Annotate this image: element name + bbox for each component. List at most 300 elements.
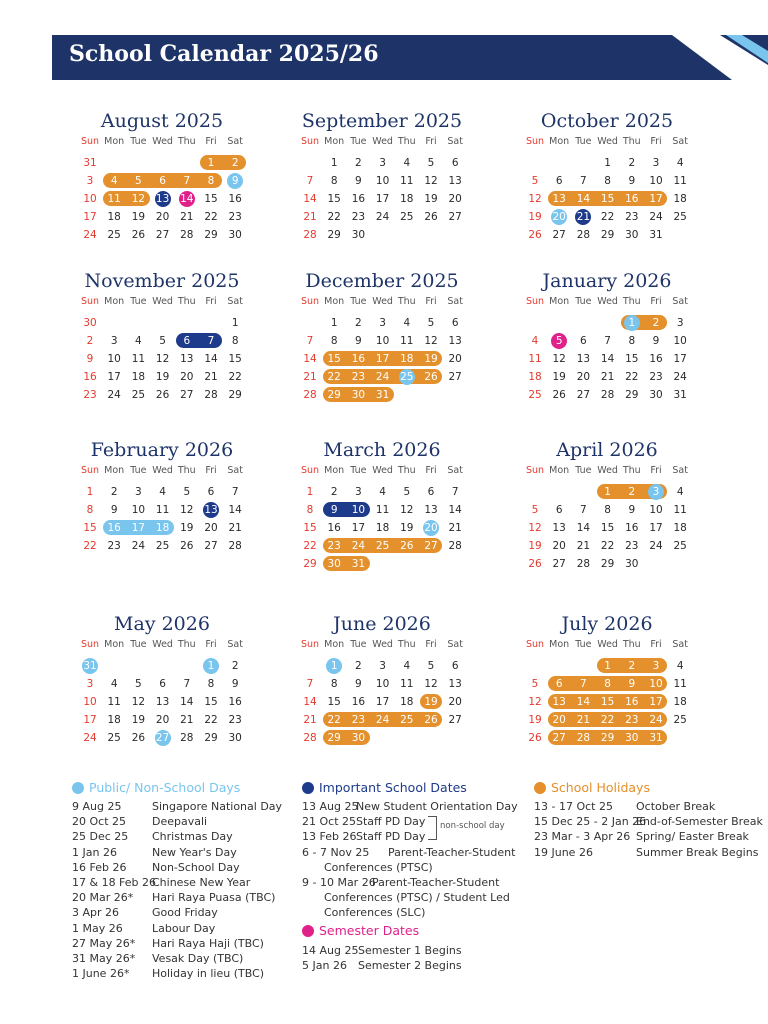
weekday-label: Sat — [447, 136, 463, 147]
day-number: 21 — [448, 522, 462, 534]
day-number: 5 — [531, 504, 539, 516]
legend-public-days — [72, 779, 292, 981]
day-number: 21 — [303, 714, 317, 726]
day-number: 8 — [628, 335, 636, 347]
day-number: 21 — [576, 714, 591, 726]
header-stripe-decoration — [672, 35, 768, 80]
day-number: 14 — [303, 696, 317, 708]
day-number: 20 — [552, 540, 566, 552]
day-number: 4 — [531, 335, 539, 347]
weekday-label: Wed — [372, 296, 393, 307]
day-number: 24 — [131, 540, 146, 552]
day-number: 8 — [86, 504, 94, 516]
weekday-label: Sun — [525, 465, 545, 476]
day-number: 15 — [327, 696, 341, 708]
day-number: 26 — [528, 732, 542, 744]
day-number: 21 — [180, 714, 194, 726]
day-number: 17 — [649, 696, 663, 708]
day-number: 17 — [107, 371, 121, 383]
day-number: 10 — [83, 696, 97, 708]
public-day-text: Non-School Day — [152, 860, 240, 874]
weekday-label: Tue — [575, 465, 592, 476]
day-number: 25 — [107, 229, 121, 241]
day-number: 21 — [576, 211, 591, 223]
day-number: 11 — [400, 678, 414, 690]
week-row — [298, 368, 466, 386]
important-date-text: Parent-Teacher-Student — [388, 845, 516, 859]
day-number: 18 — [400, 353, 414, 365]
day-number: 4 — [403, 317, 411, 329]
weekday-label: Sun — [80, 639, 100, 650]
day-number: 28 — [576, 229, 591, 241]
weekday-label: Mon — [549, 296, 570, 307]
weekday-label: Mon — [324, 639, 345, 650]
day-number: 18 — [400, 193, 414, 205]
important-date-date: 13 Feb 26 — [302, 830, 357, 844]
legend-important-title — [302, 779, 532, 797]
week-row — [523, 675, 691, 693]
weekday-label: Sat — [227, 136, 243, 147]
month-name: February 2026 — [90, 439, 234, 461]
weekday-label: Wed — [152, 465, 173, 476]
weekday-label: Sun — [300, 639, 320, 650]
day-number: 18 — [107, 211, 121, 223]
weekday-label: Fri — [650, 296, 662, 307]
weekday-label: Wed — [372, 639, 393, 650]
weekday-header — [523, 637, 691, 653]
week-row — [523, 386, 691, 404]
month-name: August 2025 — [100, 110, 224, 132]
day-number: 13 — [576, 353, 591, 365]
weekday-label: Sun — [525, 639, 545, 650]
weekday-label: Sat — [227, 465, 243, 476]
day-number: 12 — [424, 335, 438, 347]
week-row — [298, 154, 466, 172]
weekday-label: Tue — [130, 136, 147, 147]
day-number: 11 — [107, 193, 121, 205]
weekday-header — [523, 463, 691, 479]
day-number: 7 — [207, 335, 215, 347]
day-number: 14 — [600, 353, 615, 365]
weekday-label: Sat — [447, 296, 463, 307]
public-day-date: 1 Jan 26 — [72, 845, 117, 859]
day-number: 21 — [180, 211, 194, 223]
month-calendar — [523, 611, 691, 747]
day-number: 2 — [355, 317, 362, 329]
weekday-label: Fri — [205, 465, 217, 476]
public-day-date: 3 Apr 26 — [72, 906, 120, 920]
month-calendar — [523, 437, 691, 573]
public-day-text: Deepavali — [152, 815, 208, 829]
week-row — [78, 675, 246, 693]
weekday-header — [523, 294, 691, 310]
day-number: 28 — [303, 389, 317, 401]
day-number: 28 — [303, 732, 317, 744]
public-day-text: Christmas Day — [152, 830, 233, 844]
day-number: 2 — [355, 660, 362, 672]
holiday-row — [534, 814, 764, 829]
day-number: 26 — [528, 558, 542, 570]
day-number: 15 — [327, 353, 341, 365]
weekday-header — [298, 134, 466, 150]
day-number: 9 — [652, 335, 660, 347]
day-number: 21 — [576, 540, 591, 552]
public-day-row — [72, 845, 292, 860]
day-number: 29 — [327, 389, 341, 401]
weekday-header — [78, 463, 246, 479]
day-number: 20 — [552, 714, 566, 726]
holiday-text: October Break — [636, 800, 716, 813]
month-name: March 2026 — [323, 439, 441, 461]
day-number: 24 — [375, 371, 390, 383]
day-number: 19 — [528, 211, 542, 223]
day-number: 1 — [604, 486, 611, 498]
weekday-label: Thu — [622, 465, 641, 476]
public-day-text: Singapore National Day — [152, 800, 283, 813]
day-number: 21 — [303, 211, 317, 223]
day-number: 30 — [83, 317, 97, 329]
month-calendar — [298, 268, 466, 404]
day-number: 30 — [228, 732, 242, 744]
day-number: 8 — [604, 504, 611, 516]
day-number: 20 — [155, 211, 170, 223]
week-row — [523, 693, 691, 711]
day-number: 28 — [180, 732, 194, 744]
public-day-row — [72, 905, 292, 920]
day-number: 4 — [159, 486, 166, 498]
day-number: 24 — [649, 211, 663, 223]
day-number: 7 — [306, 175, 314, 187]
weekday-label: Thu — [397, 465, 416, 476]
legend-public-title — [72, 779, 292, 797]
weekday-label: Fri — [425, 296, 437, 307]
day-number: 18 — [155, 522, 170, 534]
day-number: 31 — [649, 229, 663, 241]
day-number: 7 — [604, 335, 611, 347]
day-number: 22 — [625, 371, 639, 383]
weekday-label: Thu — [397, 296, 416, 307]
day-number: 10 — [375, 678, 390, 690]
weekday-label: Thu — [622, 136, 641, 147]
week-row — [298, 172, 466, 190]
day-number: 30 — [649, 389, 663, 401]
day-number: 3 — [135, 486, 142, 498]
holiday-date: 15 Dec 25 - 2 Jan 26 — [534, 815, 647, 829]
day-number: 3 — [652, 660, 660, 672]
day-number: 16 — [625, 522, 639, 534]
week-row — [298, 519, 466, 537]
day-number: 3 — [379, 157, 386, 169]
day-number: 16 — [351, 353, 366, 365]
day-number: 3 — [652, 157, 660, 169]
week-row — [523, 208, 691, 226]
day-number: 26 — [424, 714, 438, 726]
day-number: 16 — [107, 522, 121, 534]
day-number: 23 — [83, 389, 97, 401]
holiday-date: 19 June 26 — [534, 845, 593, 859]
day-number: 22 — [327, 371, 341, 383]
day-number: 6 — [183, 335, 191, 347]
weekday-label: Wed — [597, 465, 618, 476]
day-number: 3 — [379, 317, 386, 329]
day-number: 13 — [155, 696, 170, 708]
day-number: 7 — [580, 504, 587, 516]
day-number: 14 — [576, 193, 591, 205]
weekday-label: Sun — [525, 296, 545, 307]
non-school-day-note: non-school day — [440, 821, 505, 831]
important-date-date: 21 Oct 25 — [302, 815, 357, 829]
weekday-label: Sun — [525, 136, 545, 147]
important-date-date: 13 Aug 25 — [302, 800, 359, 813]
week-row — [78, 208, 246, 226]
public-day-row — [72, 936, 292, 951]
week-row — [523, 154, 691, 172]
day-number: 14 — [448, 504, 462, 516]
day-number: 2 — [231, 660, 239, 672]
day-number: 11 — [673, 175, 687, 187]
day-number: 24 — [673, 371, 687, 383]
day-number: 27 — [552, 558, 566, 570]
weekday-label: Thu — [397, 639, 416, 650]
day-number: 18 — [131, 371, 146, 383]
legend-important-dates — [302, 779, 532, 921]
day-number: 13 — [180, 353, 194, 365]
day-number: 14 — [303, 193, 317, 205]
day-number: 22 — [600, 211, 615, 223]
day-number: 27 — [448, 211, 462, 223]
weekday-label: Fri — [650, 136, 662, 147]
weekday-label: Thu — [177, 465, 196, 476]
month-name: December 2025 — [305, 270, 459, 292]
holiday-text: Summer Break Begins — [636, 845, 759, 859]
weekday-label: Mon — [104, 639, 125, 650]
legend-semester-title — [302, 922, 532, 940]
day-number: 29 — [327, 229, 341, 241]
day-number: 30 — [625, 732, 639, 744]
day-number: 23 — [351, 714, 366, 726]
public-day-date: 27 May 26* — [72, 936, 136, 950]
day-number: 9 — [355, 678, 362, 690]
public-day-row — [72, 875, 292, 890]
day-number: 19 — [552, 371, 566, 383]
public-day-row — [72, 829, 292, 844]
holiday-row — [534, 829, 764, 844]
public-day-date: 20 Oct 25 — [72, 815, 127, 829]
day-number: 11 — [400, 175, 414, 187]
weekday-label: Thu — [622, 639, 641, 650]
important-date-text: Conferences (PTSC) / Student Led — [324, 891, 510, 905]
day-number: 8 — [604, 678, 611, 690]
day-number: 31 — [351, 558, 366, 570]
day-number: 28 — [228, 540, 242, 552]
semester-date-text: Semester 2 Begins — [358, 959, 462, 973]
day-number: 4 — [676, 486, 684, 498]
weekday-label: Fri — [650, 465, 662, 476]
day-number: 26 — [131, 732, 146, 744]
day-number: 2 — [652, 317, 660, 329]
weekday-label: Wed — [597, 296, 618, 307]
day-number: 25 — [400, 714, 414, 726]
week-row — [78, 537, 246, 555]
day-number: 25 — [528, 389, 542, 401]
day-number: 6 — [555, 678, 563, 690]
day-number: 1 — [330, 660, 338, 672]
day-number: 31 — [83, 660, 97, 672]
day-number: 27 — [424, 540, 438, 552]
week-row — [523, 483, 691, 501]
weekday-label: Thu — [622, 296, 641, 307]
day-number: 17 — [131, 522, 146, 534]
important-date-row — [302, 799, 532, 814]
day-number: 6 — [451, 317, 459, 329]
weekday-label: Tue — [575, 136, 592, 147]
week-row — [78, 332, 246, 350]
day-number: 29 — [600, 732, 615, 744]
week-row — [78, 483, 246, 501]
day-number: 13 — [448, 335, 462, 347]
day-number: 1 — [330, 157, 338, 169]
day-number: 9 — [231, 678, 239, 690]
day-number: 17 — [83, 714, 97, 726]
weekday-label: Mon — [324, 296, 345, 307]
week-row — [78, 368, 246, 386]
day-number: 29 — [600, 558, 615, 570]
day-number: 28 — [303, 229, 317, 241]
day-number: 1 — [604, 660, 611, 672]
weekday-label: Thu — [177, 639, 196, 650]
day-number: 10 — [131, 504, 146, 516]
day-number: 13 — [448, 678, 462, 690]
weekday-label: Fri — [650, 639, 662, 650]
public-day-date: 16 Feb 26 — [72, 860, 127, 874]
weekday-label: Sun — [80, 465, 100, 476]
day-number: 23 — [228, 211, 242, 223]
day-number: 10 — [375, 335, 390, 347]
day-number: 27 — [155, 732, 170, 744]
day-number: 21 — [228, 522, 242, 534]
day-number: 27 — [180, 389, 194, 401]
header-banner — [52, 35, 768, 80]
important-date-text: Staff PD Day — [356, 815, 426, 829]
day-number: 14 — [576, 522, 591, 534]
day-number: 23 — [649, 371, 663, 383]
day-number: 17 — [649, 522, 663, 534]
day-number: 5 — [135, 175, 142, 187]
day-number: 2 — [231, 157, 239, 169]
public-day-date: 31 May 26* — [72, 951, 136, 965]
day-number: 14 — [576, 696, 591, 708]
week-row — [78, 519, 246, 537]
day-number: 15 — [204, 193, 218, 205]
important-date-text: New Student Orientation Day — [356, 800, 518, 813]
month-name: May 2026 — [114, 613, 210, 635]
day-number: 27 — [204, 540, 218, 552]
weekday-label: Sat — [447, 465, 463, 476]
day-number: 16 — [228, 193, 242, 205]
day-number: 13 — [552, 193, 566, 205]
day-number: 5 — [531, 678, 539, 690]
day-number: 29 — [303, 558, 317, 570]
weekday-label: Wed — [372, 465, 393, 476]
week-row — [298, 190, 466, 208]
day-number: 4 — [110, 678, 118, 690]
day-number: 22 — [600, 540, 615, 552]
day-number: 29 — [327, 732, 341, 744]
day-number: 21 — [204, 371, 218, 383]
weekday-label: Sat — [672, 465, 688, 476]
day-number: 23 — [625, 211, 639, 223]
weekday-header — [298, 294, 466, 310]
important-date-row — [302, 890, 532, 905]
day-number: 28 — [576, 558, 591, 570]
day-number: 25 — [155, 540, 170, 552]
day-number: 8 — [330, 678, 338, 690]
month-calendar — [78, 268, 246, 404]
day-number: 15 — [625, 353, 639, 365]
week-row — [298, 483, 466, 501]
weekday-label: Sun — [300, 465, 320, 476]
weekday-label: Wed — [152, 136, 173, 147]
weekday-label: Sat — [227, 639, 243, 650]
day-number: 8 — [306, 504, 314, 516]
month-name: April 2026 — [556, 439, 658, 461]
month-calendar — [78, 108, 246, 244]
week-row — [78, 190, 246, 208]
week-row — [78, 172, 246, 190]
important-date-row — [302, 875, 532, 890]
day-number: 25 — [107, 732, 121, 744]
weekday-label: Wed — [597, 639, 618, 650]
day-number: 13 — [552, 696, 566, 708]
day-number: 22 — [204, 714, 218, 726]
day-number: 1 — [306, 486, 314, 498]
day-number: 4 — [676, 660, 684, 672]
day-number: 26 — [424, 211, 438, 223]
day-number: 6 — [451, 157, 459, 169]
week-row — [78, 657, 246, 675]
day-number: 16 — [351, 696, 366, 708]
public-dot-icon — [72, 782, 84, 794]
day-number: 26 — [424, 371, 438, 383]
day-number: 27 — [552, 732, 566, 744]
day-number: 16 — [83, 371, 97, 383]
public-day-text: Holiday in lieu (TBC) — [152, 967, 265, 981]
legend-school-holidays — [534, 779, 764, 860]
day-number: 20 — [180, 371, 194, 383]
day-number: 27 — [448, 371, 462, 383]
month-calendar — [78, 437, 246, 555]
weekday-label: Tue — [130, 465, 147, 476]
public-day-text: Good Friday — [152, 906, 218, 920]
day-number: 19 — [424, 353, 438, 365]
day-number: 13 — [448, 175, 462, 187]
day-number: 12 — [552, 353, 566, 365]
day-number: 25 — [400, 211, 414, 223]
public-day-text: Vesak Day (TBC) — [152, 951, 244, 965]
day-number: 10 — [649, 175, 663, 187]
weekday-label: Tue — [350, 465, 367, 476]
public-day-row — [72, 860, 292, 875]
important-date-date: 6 - 7 Nov 25 — [302, 845, 370, 859]
day-number: 20 — [552, 211, 566, 223]
weekday-label: Fri — [205, 296, 217, 307]
day-number: 15 — [600, 696, 615, 708]
day-number: 26 — [155, 389, 170, 401]
day-number: 17 — [673, 353, 687, 365]
semester-date-date: 14 Aug 25 — [302, 944, 359, 957]
day-number: 21 — [600, 371, 615, 383]
day-number: 15 — [600, 193, 615, 205]
